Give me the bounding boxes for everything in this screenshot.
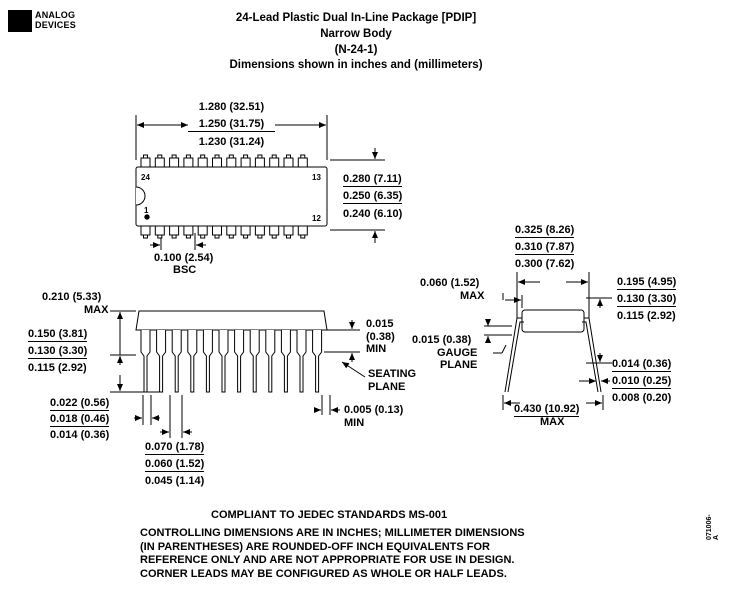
gauge-line2: PLANE bbox=[440, 359, 478, 371]
seating-plane-line1: SEATING bbox=[368, 368, 417, 380]
top-pin bbox=[141, 158, 150, 167]
standoff-mm: (0.38) bbox=[366, 331, 395, 343]
bottom-pin bbox=[270, 226, 279, 235]
top-pin-tip bbox=[186, 155, 190, 158]
pitch-value: 0.100 (2.54) bbox=[154, 252, 214, 264]
bottom-pin-tip bbox=[186, 235, 190, 238]
top-pin-tip bbox=[158, 155, 162, 158]
bottom-pin-tip bbox=[158, 235, 162, 238]
bottom-pin-tip bbox=[287, 235, 291, 238]
top-pin bbox=[155, 158, 164, 167]
max-span-note: MAX bbox=[540, 416, 565, 428]
top-pin bbox=[213, 158, 222, 167]
lead-width-nom: 0.018 (0.46) bbox=[50, 413, 110, 425]
end-height-max: 0.195 (4.95) bbox=[617, 276, 677, 288]
title-body: Narrow Body bbox=[320, 28, 392, 40]
side-lead bbox=[203, 330, 212, 392]
standoff-value: 0.015 bbox=[366, 318, 394, 330]
side-lead bbox=[281, 330, 290, 392]
pitch-note: BSC bbox=[173, 264, 197, 276]
top-length-nom: 1.250 (31.75) bbox=[188, 118, 275, 132]
bottom-pin-tip bbox=[258, 235, 262, 238]
side-lead bbox=[172, 330, 181, 392]
lead-width-max: 0.022 (0.56) bbox=[50, 397, 110, 409]
top-pin bbox=[198, 158, 207, 167]
side-lead bbox=[266, 330, 275, 392]
jedec-compliance-note: COMPLIANT TO JEDEC STANDARDS MS-001 bbox=[211, 509, 448, 521]
pin-1-label: 1 bbox=[144, 206, 149, 215]
controlling-dimensions-note: CONTROLLING DIMENSIONS ARE IN INCHES; MILLIMETER DIMENSIONS (IN PARENTHESES) ARE ROUNDED-OFF INCH EQUIVALENTS FOR REFERENCE ONLY AND ARE NOT APPROPRIATE FOR USE IN DESIGN. CORNER LEADS MAY BE CONFIGURED AS WHOLE OR HALF LEADS. bbox=[140, 527, 525, 580]
end-view bbox=[484, 272, 612, 410]
side-lead bbox=[157, 330, 166, 392]
bottom-pin-tip bbox=[144, 235, 148, 238]
end-height-nom: 0.130 (3.30) bbox=[617, 293, 677, 305]
side-lead bbox=[297, 330, 306, 392]
top-pin-tip bbox=[301, 155, 305, 158]
shoulder-width-min: 0.045 (1.14) bbox=[145, 475, 205, 487]
top-width-min: 0.240 (6.10) bbox=[343, 208, 403, 220]
top-view-lower-pins bbox=[141, 226, 307, 238]
bottom-pin bbox=[241, 226, 250, 235]
pin-24-label: 24 bbox=[141, 173, 150, 182]
figure-number: 071006-A bbox=[706, 514, 720, 540]
lead-length-min: 0.115 (2.92) bbox=[28, 362, 87, 374]
bottom-pin bbox=[170, 226, 179, 235]
side-lead bbox=[188, 330, 197, 392]
lead-end-note: MIN bbox=[344, 417, 365, 429]
lead-thickness-max: 0.014 (0.36) bbox=[612, 358, 672, 370]
row-spacing-max: 0.325 (8.26) bbox=[515, 224, 575, 236]
lead-thickness-min: 0.008 (0.20) bbox=[612, 392, 672, 404]
bottom-pin bbox=[227, 226, 236, 235]
top-pin-tip bbox=[172, 155, 176, 158]
top-pin-tip bbox=[258, 155, 262, 158]
row-spacing-nom: 0.310 (7.87) bbox=[515, 241, 575, 253]
shoulder-width-max: 0.070 (1.78) bbox=[145, 441, 205, 453]
lead-length-max: 0.150 (3.81) bbox=[28, 328, 88, 340]
seating-plane-line2: PLANE bbox=[368, 381, 406, 393]
top-pin bbox=[284, 158, 293, 167]
side-lead bbox=[313, 330, 322, 392]
row-spacing-min: 0.300 (7.62) bbox=[515, 258, 575, 270]
lead-end-value: 0.005 (0.13) bbox=[344, 404, 404, 416]
top-pin bbox=[255, 158, 264, 167]
top-pin-tip bbox=[215, 155, 219, 158]
top-pin-tip bbox=[144, 155, 148, 158]
bottom-pin bbox=[141, 226, 150, 235]
top-width-max: 0.280 (7.11) bbox=[343, 173, 402, 185]
bottom-pin bbox=[213, 226, 222, 235]
top-pin-tip bbox=[287, 155, 291, 158]
analog-devices-logo-text: ANALOG DEVICES bbox=[35, 10, 76, 30]
gauge-line1: GAUGE bbox=[437, 347, 478, 359]
top-length-min: 1.230 (31.24) bbox=[198, 136, 265, 148]
top-pin bbox=[298, 158, 307, 167]
top-pin bbox=[170, 158, 179, 167]
bottom-pin bbox=[198, 226, 207, 235]
bottom-pin-tip bbox=[301, 235, 305, 238]
bottom-pin bbox=[184, 226, 193, 235]
max-height-note: MAX bbox=[84, 304, 109, 316]
top-pin-tip bbox=[244, 155, 248, 158]
top-width-nom: 0.250 (6.35) bbox=[343, 190, 403, 202]
bottom-pin bbox=[298, 226, 307, 235]
body-offset-note: MAX bbox=[460, 290, 485, 302]
top-pin-tip bbox=[272, 155, 276, 158]
body-offset-value: 0.060 (1.52) bbox=[420, 277, 480, 289]
bottom-pin-tip bbox=[172, 235, 176, 238]
bottom-pin bbox=[155, 226, 164, 235]
end-height-min: 0.115 (2.92) bbox=[617, 310, 676, 322]
side-lead bbox=[250, 330, 259, 392]
top-pin bbox=[241, 158, 250, 167]
lead-thickness-nom: 0.010 (0.25) bbox=[612, 375, 672, 387]
bottom-pin-tip bbox=[201, 235, 205, 238]
side-lead bbox=[235, 330, 244, 392]
title-package: 24-Lead Plastic Dual In-Line Package [PDIP] bbox=[235, 12, 477, 24]
title-code: (N-24-1) bbox=[334, 44, 378, 56]
bottom-pin-tip bbox=[244, 235, 248, 238]
bottom-pin-tip bbox=[272, 235, 276, 238]
side-lead bbox=[219, 330, 228, 392]
top-pin bbox=[184, 158, 193, 167]
top-pin bbox=[270, 158, 279, 167]
pin-13-label: 13 bbox=[312, 173, 321, 182]
side-view-leads bbox=[141, 330, 322, 392]
top-length-max: 1.280 (32.51) bbox=[198, 101, 265, 113]
top-pin-tip bbox=[229, 155, 233, 158]
top-pin bbox=[227, 158, 236, 167]
shoulder-width-nom: 0.060 (1.52) bbox=[145, 458, 205, 470]
bottom-pin-tip bbox=[215, 235, 219, 238]
top-pin-tip bbox=[201, 155, 205, 158]
max-span-value: 0.430 (10.92) bbox=[514, 403, 580, 415]
pin-12-label: 12 bbox=[312, 214, 321, 223]
top-view-upper-pins bbox=[141, 155, 307, 167]
lead-length-nom: 0.130 (3.30) bbox=[28, 345, 88, 357]
bottom-pin-tip bbox=[229, 235, 233, 238]
max-height-value: 0.210 (5.33) bbox=[42, 291, 102, 303]
title-units: Dimensions shown in inches and (millimeters) bbox=[229, 59, 483, 71]
side-lead bbox=[141, 330, 150, 392]
bottom-pin bbox=[284, 226, 293, 235]
lead-width-min: 0.014 (0.36) bbox=[50, 429, 110, 441]
bottom-pin bbox=[255, 226, 264, 235]
gauge-value: 0.015 (0.38) bbox=[412, 334, 472, 346]
standoff-note: MIN bbox=[366, 343, 387, 355]
